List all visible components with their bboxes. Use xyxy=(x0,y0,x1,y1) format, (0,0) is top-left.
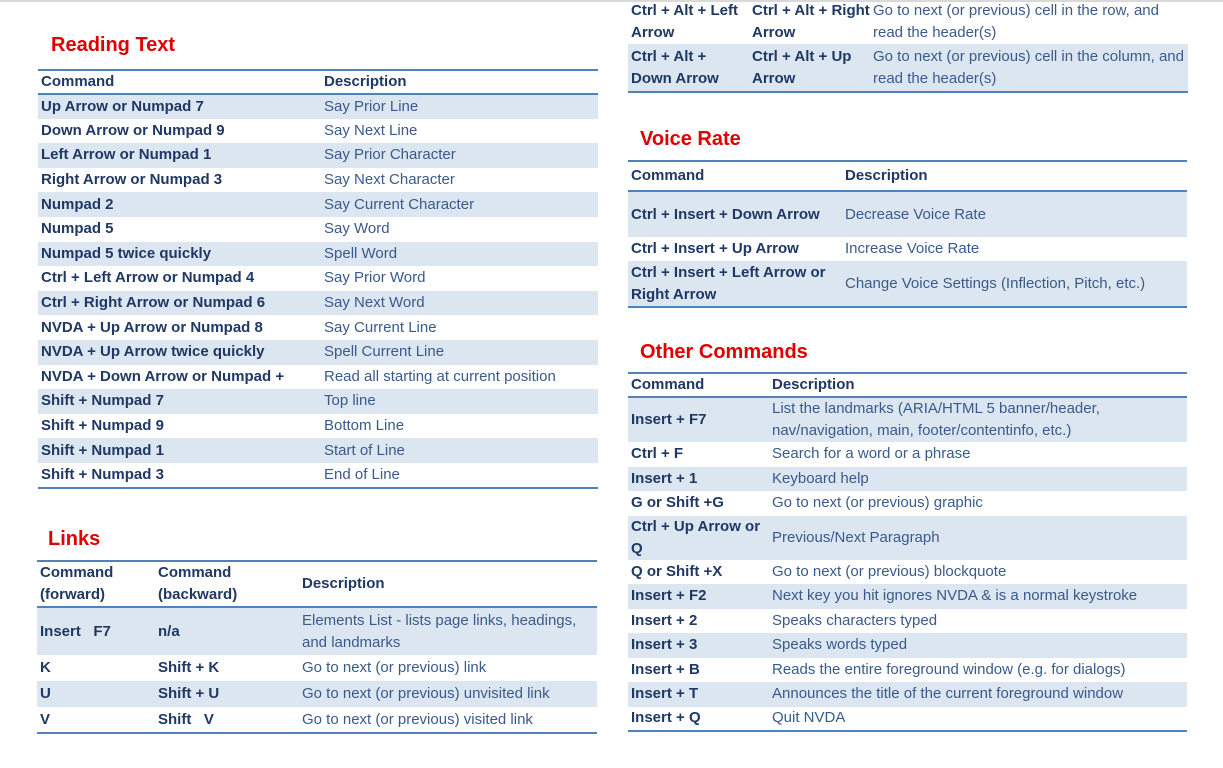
command-cell: Insert + 1 xyxy=(628,467,769,492)
table-row xyxy=(628,397,1187,442)
table-row xyxy=(628,516,1187,560)
description-cell: Go to next (or previous) blockquote xyxy=(772,562,1007,580)
command-cell: Ctrl + Insert + Up Arrow xyxy=(631,240,799,257)
command-cell: Down Arrow or Numpad 9 xyxy=(41,121,225,139)
description-cell: Next key you hit ignores NVDA & is a normal keystroke xyxy=(769,584,1187,609)
description-cell: Say Prior Character xyxy=(321,143,598,168)
command-cell: Insert + F2 xyxy=(628,584,769,609)
command-cell: Numpad 5 twice quickly xyxy=(38,242,321,267)
command-cell: Ctrl + Insert + Down Arrow xyxy=(628,191,842,237)
table-row xyxy=(38,438,598,463)
reading-text-heading: Reading Text xyxy=(51,34,176,56)
table-row xyxy=(37,607,597,655)
table-row xyxy=(628,584,1187,609)
command-cell: Insert + 2 xyxy=(631,611,698,629)
command-cell: G or Shift +G xyxy=(631,494,724,512)
voice-rate-table xyxy=(628,160,1187,308)
command-cell: Insert + F7 xyxy=(628,397,769,442)
column-header-forward: Command (forward) xyxy=(37,561,155,607)
description-cell: Announces the title of the current foreground window xyxy=(769,682,1187,707)
table-row xyxy=(37,707,597,733)
table-row xyxy=(628,682,1187,707)
command-cell: Left Arrow or Numpad 1 xyxy=(38,143,321,168)
table-row xyxy=(628,658,1187,683)
description-cell: Say Current Character xyxy=(321,192,598,217)
description-cell: Go to next (or previous) cell in the column, and read the header(s) xyxy=(870,44,1188,92)
column-header-backward: Command (backward) xyxy=(155,561,299,607)
table-row xyxy=(38,266,598,291)
table-row xyxy=(38,242,598,267)
description-cell: Go to next (or previous) link xyxy=(302,659,487,676)
table-row xyxy=(38,414,598,439)
description-cell: Say Prior Word xyxy=(324,269,426,287)
description-cell: List the landmarks (ARIA/HTML 5 banner/header, nav/navigation, main, footer/contentinfo, etc.) xyxy=(769,397,1187,442)
table-row xyxy=(628,237,1187,261)
description-cell: Spell Current Line xyxy=(321,340,598,365)
table-row xyxy=(628,442,1187,467)
description-cell: Say Word xyxy=(324,220,390,238)
table-header-row xyxy=(38,70,598,94)
column-header-description: Description xyxy=(842,161,1187,191)
description-cell: Read all starting at current position xyxy=(324,367,556,385)
table-row xyxy=(628,491,1187,516)
table-row xyxy=(38,291,598,316)
table-row xyxy=(38,94,598,119)
command-cell: Insert + Q xyxy=(631,709,701,727)
backward-command-cell: Shift + K xyxy=(158,659,220,676)
command-cell: Insert + 3 xyxy=(628,633,769,658)
description-cell: Go to next (or previous) unvisited link xyxy=(299,681,597,707)
table-row xyxy=(38,365,598,390)
table-row xyxy=(628,261,1187,307)
command-cell: Q or Shift +X xyxy=(631,562,723,580)
table-row xyxy=(38,315,598,340)
column-header-description: Description xyxy=(769,373,1187,397)
backward-command-cell: n/a xyxy=(155,607,299,655)
table-row xyxy=(628,191,1187,237)
description-cell: Speaks words typed xyxy=(769,633,1187,658)
table-row xyxy=(38,340,598,365)
description-cell: Reads the entire foreground window (e.g. for dialogs) xyxy=(772,660,1126,678)
description-cell: Search for a word or a phrase xyxy=(772,445,971,463)
table-row xyxy=(37,681,597,707)
table-row xyxy=(628,44,1188,92)
column-header-description: Description xyxy=(321,70,598,94)
table-header-row xyxy=(628,373,1187,397)
description-cell: End of Line xyxy=(324,465,400,483)
other-commands-heading: Other Commands xyxy=(640,341,808,363)
description-cell: Quit NVDA xyxy=(772,709,846,727)
table-row xyxy=(38,119,598,144)
description-cell: Increase Voice Rate xyxy=(845,240,980,257)
table-row xyxy=(628,0,1188,44)
command-cell: NVDA + Down Arrow or Numpad + xyxy=(41,367,285,385)
command-cell: Shift + Numpad 1 xyxy=(38,438,321,463)
description-cell: Say Prior Line xyxy=(321,94,598,119)
description-cell: Top line xyxy=(321,389,598,414)
forward-command-cell: U xyxy=(37,681,155,707)
table-row xyxy=(38,389,598,414)
backward-command-cell: Ctrl + Alt + Right Arrow xyxy=(752,2,870,41)
description-cell: Say Next Word xyxy=(321,291,598,316)
table-row xyxy=(38,168,598,193)
table-row xyxy=(628,633,1187,658)
table-row xyxy=(38,217,598,242)
description-cell: Go to next (or previous) visited link xyxy=(302,710,533,728)
description-cell: Start of Line xyxy=(321,438,598,463)
command-cell: Shift + Numpad 7 xyxy=(38,389,321,414)
description-cell: Keyboard help xyxy=(769,467,1187,492)
backward-command-cell: Shift + U xyxy=(155,681,299,707)
description-cell: Change Voice Settings (Inflection, Pitch, etc.) xyxy=(842,261,1187,307)
table-navigation-table xyxy=(628,0,1188,93)
command-cell: Insert + T xyxy=(628,682,769,707)
command-cell: Ctrl + Insert + Left Arrow or Right Arrow xyxy=(628,261,842,307)
command-cell: NVDA + Up Arrow or Numpad 8 xyxy=(41,318,263,336)
description-cell: Go to next (or previous) graphic xyxy=(772,494,983,512)
forward-command-cell: Ctrl + Alt + Down Arrow xyxy=(628,44,749,92)
command-cell: Ctrl + F xyxy=(631,445,684,463)
backward-command-cell: Shift V xyxy=(158,710,214,728)
description-cell: Say Next Character xyxy=(324,171,455,189)
description-cell: Say Next Line xyxy=(324,121,418,139)
command-cell: Shift + Numpad 3 xyxy=(41,465,164,483)
table-header-row xyxy=(628,161,1187,191)
voice-rate-heading: Voice Rate xyxy=(640,128,741,150)
forward-command-cell: Insert F7 xyxy=(37,607,155,655)
column-header-command: Command xyxy=(628,161,842,191)
description-cell: Spell Word xyxy=(321,242,598,267)
table-row xyxy=(38,463,598,488)
other-commands-table xyxy=(628,372,1187,732)
command-cell: Ctrl + Left Arrow or Numpad 4 xyxy=(41,269,255,287)
description-cell: Elements List - lists page links, headings, and landmarks xyxy=(299,607,597,655)
table-row xyxy=(628,560,1187,585)
column-header-command: Command xyxy=(628,373,769,397)
command-cell: Ctrl + Right Arrow or Numpad 6 xyxy=(38,291,321,316)
command-cell: Insert + B xyxy=(631,660,700,678)
table-row xyxy=(37,655,597,681)
table-header-row xyxy=(37,561,597,607)
table-row xyxy=(628,707,1187,732)
forward-command-cell: Ctrl + Alt + Left Arrow xyxy=(631,2,738,41)
forward-command-cell: K xyxy=(40,659,51,676)
column-header-command: Command xyxy=(38,70,321,94)
command-cell: Numpad 5 xyxy=(41,220,114,238)
reading-text-table xyxy=(38,69,598,489)
command-cell: Ctrl + Up Arrow or Q xyxy=(628,516,769,560)
forward-command-cell: V xyxy=(40,710,51,728)
description-cell: Decrease Voice Rate xyxy=(842,191,1187,237)
table-row xyxy=(628,609,1187,634)
links-heading: Links xyxy=(48,528,101,550)
table-row xyxy=(38,143,598,168)
command-cell: NVDA + Up Arrow twice quickly xyxy=(38,340,321,365)
command-cell: Shift + Numpad 9 xyxy=(41,417,164,435)
description-cell: Previous/Next Paragraph xyxy=(769,516,1187,560)
description-cell: Say Current Line xyxy=(324,318,437,336)
command-cell: Up Arrow or Numpad 7 xyxy=(38,94,321,119)
description-cell: Bottom Line xyxy=(324,417,405,435)
column-header-description: Description xyxy=(299,561,597,607)
backward-command-cell: Ctrl + Alt + Up Arrow xyxy=(749,44,870,92)
table-row xyxy=(628,467,1187,492)
command-cell: Right Arrow or Numpad 3 xyxy=(41,171,223,189)
links-table xyxy=(37,560,597,734)
description-cell: Go to next (or previous) cell in the row, and read the header(s) xyxy=(873,2,1159,41)
description-cell: Speaks characters typed xyxy=(772,611,938,629)
table-row xyxy=(38,192,598,217)
command-cell: Numpad 2 xyxy=(38,192,321,217)
